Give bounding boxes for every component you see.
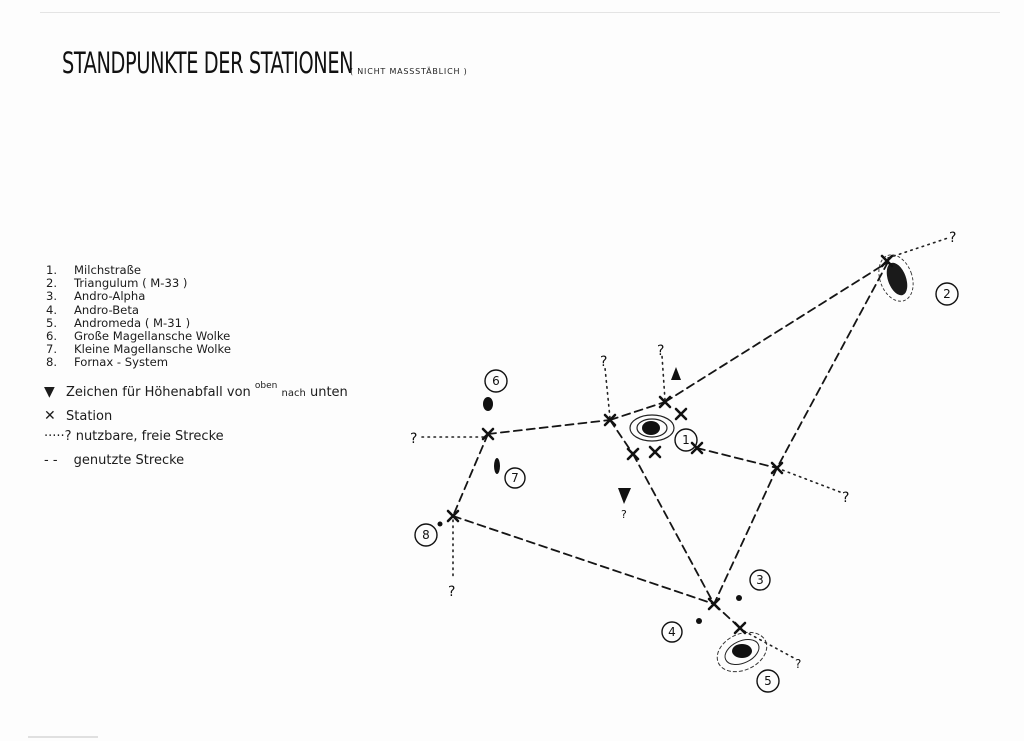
legend-label: Fornax - System bbox=[74, 355, 169, 370]
used-route bbox=[714, 468, 777, 604]
small-galaxies bbox=[438, 397, 743, 624]
dotted-line-icon: ·····? bbox=[44, 429, 72, 444]
legend-label: Andromeda ( M-31 ) bbox=[74, 315, 191, 330]
legend-num: 1. bbox=[46, 263, 58, 277]
free-route bbox=[605, 368, 610, 418]
free-end-question: ? bbox=[410, 431, 418, 447]
used-route bbox=[488, 420, 610, 434]
fornax-system bbox=[438, 522, 443, 527]
free-end-question: ? bbox=[657, 343, 665, 359]
symbol-drop-label: Zeichen für Höhenabfall von bbox=[66, 385, 251, 400]
used-routes bbox=[453, 262, 888, 628]
legend-num: 7. bbox=[46, 342, 58, 357]
legend-num: 3. bbox=[46, 289, 58, 304]
free-end-question: ? bbox=[621, 508, 627, 521]
free-route bbox=[777, 468, 840, 492]
free-end-question: ? bbox=[842, 490, 850, 506]
cross-icon: ✕ bbox=[44, 408, 56, 424]
station-cross-icon bbox=[709, 599, 719, 609]
galaxy-numbers bbox=[422, 287, 951, 688]
legend-num: 4. bbox=[46, 302, 58, 317]
galaxy-number-4: 4 bbox=[668, 625, 676, 639]
page-subtitle: ( NICHT MASSSTÄBLICH ) bbox=[350, 67, 468, 76]
galaxy-number-6: 6 bbox=[492, 374, 500, 388]
free-route bbox=[888, 238, 948, 258]
used-route bbox=[610, 402, 665, 420]
large-magellanic-cloud bbox=[483, 397, 493, 411]
galaxy-number-7: 7 bbox=[511, 471, 519, 485]
free-route bbox=[662, 356, 665, 400]
triangle-down-icon: ▼ bbox=[44, 384, 55, 400]
used-route bbox=[665, 262, 888, 402]
symbol-drop-mid: nach bbox=[281, 388, 306, 399]
legend-label: Andro-Beta bbox=[74, 302, 139, 317]
small-magellanic-cloud bbox=[494, 458, 500, 474]
free-end-question: ? bbox=[448, 584, 456, 600]
free-routes bbox=[422, 238, 948, 658]
free-route bbox=[744, 631, 794, 658]
andro-alpha-galaxy bbox=[736, 595, 742, 601]
legend-label: Große Magellansche Wolke bbox=[74, 329, 231, 344]
galaxy-core bbox=[732, 644, 752, 658]
legend-num: 8. bbox=[46, 355, 58, 370]
legend-label: Triangulum ( M-33 ) bbox=[74, 276, 188, 291]
symbol-station-label: Station bbox=[66, 409, 113, 424]
galaxy-number-2: 2 bbox=[943, 287, 951, 301]
milky-way-galaxy bbox=[630, 415, 674, 441]
stations bbox=[448, 256, 892, 633]
galaxy-number-circles bbox=[415, 283, 958, 692]
legend-num: 5. bbox=[46, 315, 58, 330]
legend-num: 6. bbox=[46, 329, 58, 344]
legend-label: Andro-Alpha bbox=[74, 289, 146, 304]
free-end-question: ? bbox=[795, 657, 802, 671]
triangle-down-icon bbox=[618, 488, 631, 504]
station-cross-icon bbox=[628, 449, 638, 459]
free-end-question: ? bbox=[949, 230, 957, 246]
symbol-drop-bottom: unten bbox=[309, 385, 348, 400]
andro-beta-galaxy bbox=[696, 618, 702, 624]
legend-num: 2. bbox=[46, 276, 58, 291]
symbol-drop-top: oben bbox=[254, 381, 278, 391]
page-title: STANDPUNKTE DER STATIONEN bbox=[62, 46, 354, 80]
used-route bbox=[453, 434, 488, 516]
station-cross-icon bbox=[676, 409, 686, 419]
galaxy-core bbox=[642, 421, 660, 435]
used-route bbox=[453, 516, 714, 604]
legend-label: Kleine Magellansche Wolke bbox=[74, 342, 231, 357]
dashed-line-icon: - - bbox=[44, 453, 58, 468]
galaxy-number-1: 1 bbox=[682, 433, 690, 447]
used-route bbox=[697, 448, 777, 468]
triangle-up-icon bbox=[671, 367, 681, 380]
galaxy-number-8: 8 bbox=[422, 528, 430, 542]
used-route bbox=[777, 262, 888, 468]
free-end-question: ? bbox=[600, 354, 608, 370]
galaxy-number-5: 5 bbox=[764, 674, 772, 688]
station-cross-icon bbox=[735, 623, 745, 633]
station-cross-icon bbox=[650, 447, 660, 457]
symbol-free-label: nutzbare, freie Strecke bbox=[75, 429, 224, 444]
paper-edge bbox=[28, 736, 98, 738]
galaxy-number-3: 3 bbox=[756, 573, 764, 587]
legend-label: Milchstraße bbox=[74, 263, 142, 277]
symbol-used-label: genutzte Strecke bbox=[73, 453, 185, 468]
